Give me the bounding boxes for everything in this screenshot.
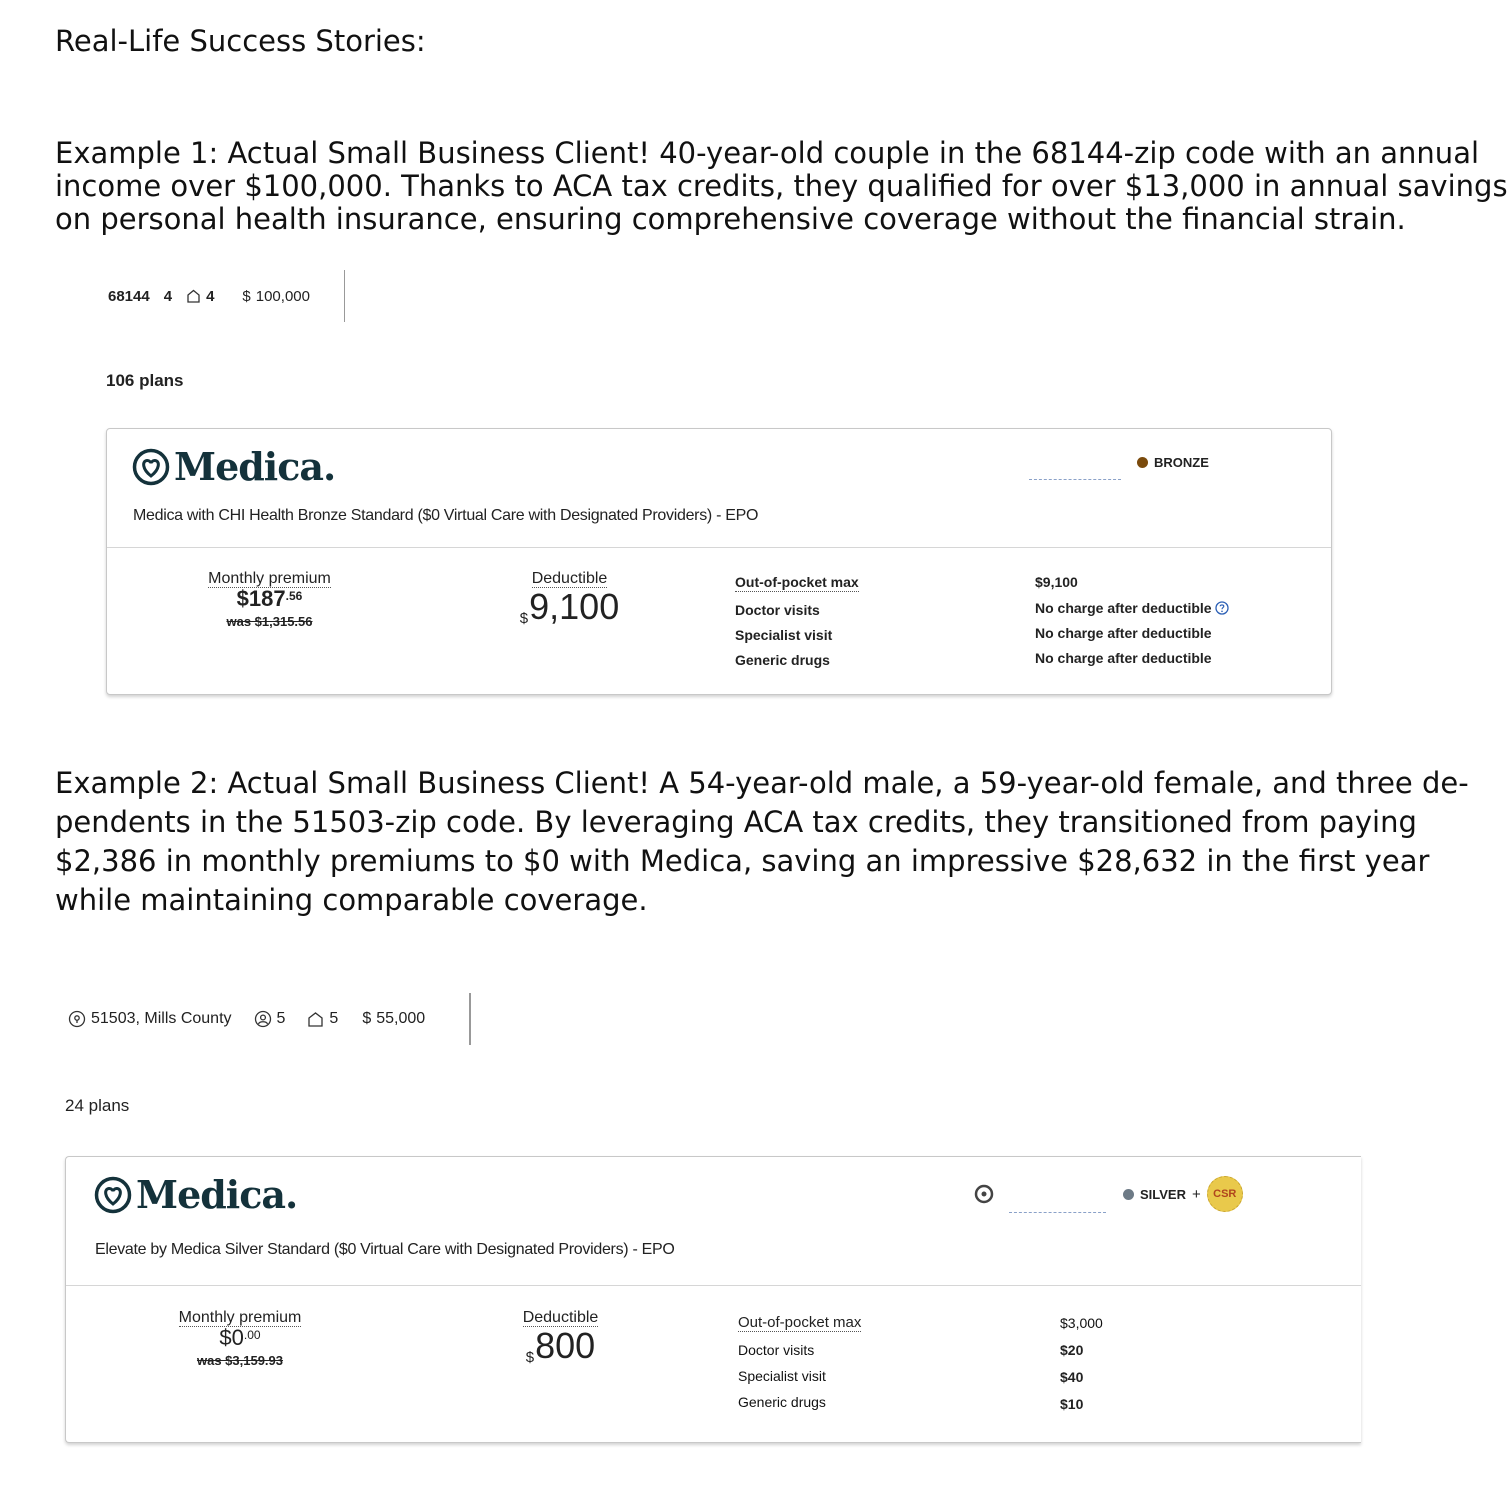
medica-logo [132, 444, 335, 489]
example2-line-4: while maintaining comparable coverage. [55, 883, 648, 917]
specialist-visit-value: No charge after deductible [1035, 625, 1212, 641]
premium-dollars: $0 [219, 1325, 244, 1350]
zip-value: 68144 [108, 287, 150, 305]
filter-divider [469, 993, 471, 1045]
metal-level-badge [1137, 455, 1209, 470]
income-filter[interactable] [242, 288, 310, 305]
benefits-labels [738, 1314, 861, 1410]
card-divider [107, 547, 1331, 548]
example1-line-3: on personal health insurance, ensuring comprehensive coverage without the financial strain. [55, 202, 1406, 236]
people-filter[interactable] [254, 1010, 286, 1028]
doctor-visits-value: No charge after deductible [1035, 600, 1212, 616]
people-value: 5 [276, 1010, 286, 1027]
specialist-visit-value: $40 [1060, 1369, 1084, 1385]
deductible-value: 9,100 [529, 586, 620, 627]
example2-line-3: $2,386 in monthly premiums to $0 with Medica, saving an impressive $28,632 in the first year [55, 844, 1430, 878]
example1-filter-bar [108, 270, 345, 322]
people-icon [254, 1010, 272, 1028]
doctor-visits-value: $20 [1060, 1342, 1084, 1358]
plan-name[interactable]: Medica with CHI Health Bronze Standard ($0 Virtual Care with Designated Providers) - EPO [133, 507, 759, 524]
doctor-visits-label: Doctor visits [738, 1342, 815, 1358]
example1-paragraph [55, 136, 1508, 236]
generic-drugs-value: No charge after deductible [1035, 650, 1212, 666]
plan-card-silver[interactable] [65, 1156, 1361, 1443]
metal-level-badge [1123, 1176, 1243, 1212]
deductible-amount [517, 586, 622, 628]
generic-drugs-label: Generic drugs [735, 652, 830, 668]
help-icon[interactable] [1215, 601, 1229, 615]
dollar-symbol: $ [242, 287, 251, 305]
deductible-block [518, 1309, 603, 1367]
location-value: 51503, Mills County [91, 1010, 232, 1027]
example2-paragraph [55, 764, 1469, 920]
filter-divider [344, 270, 346, 322]
brand-name: Medica. [174, 444, 336, 489]
info-circle-icon[interactable] [974, 1184, 994, 1204]
location-filter[interactable] [68, 1010, 232, 1028]
specialist-visit-label: Specialist visit [735, 627, 833, 643]
example2-line-1: Example 2: Actual Small Business Client! A 54-year-old male, a 59-year-old female, and three de- [55, 766, 1469, 800]
household-value: 4 [206, 287, 215, 305]
medica-logo [94, 1172, 297, 1217]
card-divider [66, 1285, 1361, 1286]
oop-max-label[interactable]: Out-of-pocket max [735, 574, 859, 590]
generic-drugs-value: $10 [1060, 1396, 1084, 1412]
deductible-block [517, 570, 622, 628]
example2-filter-bar [68, 993, 471, 1045]
benefits-values [1060, 1315, 1103, 1412]
doctor-visits-label: Doctor visits [735, 602, 820, 618]
household-filter[interactable] [307, 1010, 338, 1028]
doctor-visits-value-row [1035, 600, 1229, 616]
plan-card-bronze[interactable] [106, 428, 1332, 695]
example2-line-2: pendents in the 51503-zip code. By leveraging ACA tax credits, they transitioned from paying [55, 805, 1417, 839]
page-heading: Real-Life Success Stories: [55, 24, 426, 58]
premium-price [207, 586, 332, 612]
premium-price [174, 1325, 306, 1351]
silver-dot-icon [1123, 1189, 1134, 1200]
oop-max-value: $3,000 [1060, 1315, 1103, 1331]
benefits-values [1035, 574, 1229, 666]
plan-name[interactable]: Elevate by Medica Silver Standard ($0 Virtual Care with Designated Providers) - EPO [95, 1241, 675, 1258]
compare-dashed-line [1009, 1212, 1106, 1213]
premium-dollars: $187 [236, 586, 286, 611]
example1-line-2: income over $100,000. Thanks to ACA tax credits, they qualified for over $13,000 in annual savings [55, 169, 1508, 203]
zip-filter[interactable] [108, 288, 150, 305]
benefits-labels [735, 574, 859, 668]
income-value: 55,000 [376, 1010, 426, 1027]
plan-count: 106 plans [106, 371, 184, 390]
deductible-currency: $ [525, 1349, 535, 1366]
metal-level-text: BRONZE [1154, 455, 1209, 470]
compare-dashed-line [1029, 479, 1121, 480]
premium-block [174, 1309, 306, 1368]
people-value: 4 [163, 287, 173, 305]
generic-drugs-label: Generic drugs [738, 1394, 826, 1410]
plan-count: 24 plans [65, 1096, 130, 1115]
deductible-label[interactable]: Deductible [531, 570, 608, 587]
bronze-dot-icon [1137, 457, 1148, 468]
dollar-symbol: $ [362, 1010, 372, 1027]
income-value: 100,000 [255, 287, 310, 305]
house-icon [307, 1011, 324, 1027]
specialist-visit-label: Specialist visit [738, 1368, 826, 1384]
house-icon [186, 289, 201, 303]
monthly-premium-label[interactable]: Monthly premium [178, 1309, 302, 1326]
monthly-premium-label[interactable]: Monthly premium [208, 570, 331, 587]
was-price: was $3,159.93 [196, 1353, 284, 1368]
medica-heart-icon [94, 1176, 132, 1214]
premium-cents: .00 [243, 1328, 261, 1342]
example1-line-1: Example 1: Actual Small Business Client! 40-year-old couple in the 68144-zip code with an annual [55, 136, 1480, 170]
was-price: was $1,315.56 [226, 614, 313, 629]
household-filter[interactable] [186, 288, 214, 305]
people-filter[interactable] [164, 288, 172, 305]
household-value: 5 [329, 1010, 339, 1027]
premium-cents: .56 [285, 589, 303, 603]
location-pin-icon [68, 1010, 86, 1028]
deductible-label[interactable]: Deductible [522, 1309, 599, 1326]
csr-badge: CSR [1207, 1176, 1243, 1212]
income-filter[interactable] [362, 1010, 425, 1028]
deductible-value: 800 [535, 1325, 596, 1366]
oop-max-label[interactable]: Out-of-pocket max [738, 1314, 862, 1331]
premium-block [207, 570, 332, 629]
deductible-currency: $ [519, 610, 529, 627]
plus-sign: + [1192, 1185, 1201, 1203]
medica-heart-icon [132, 448, 170, 486]
deductible-amount [518, 1325, 603, 1367]
oop-max-value: $9,100 [1035, 574, 1078, 590]
metal-level-text: SILVER [1140, 1186, 1186, 1202]
brand-name: Medica. [136, 1172, 298, 1217]
